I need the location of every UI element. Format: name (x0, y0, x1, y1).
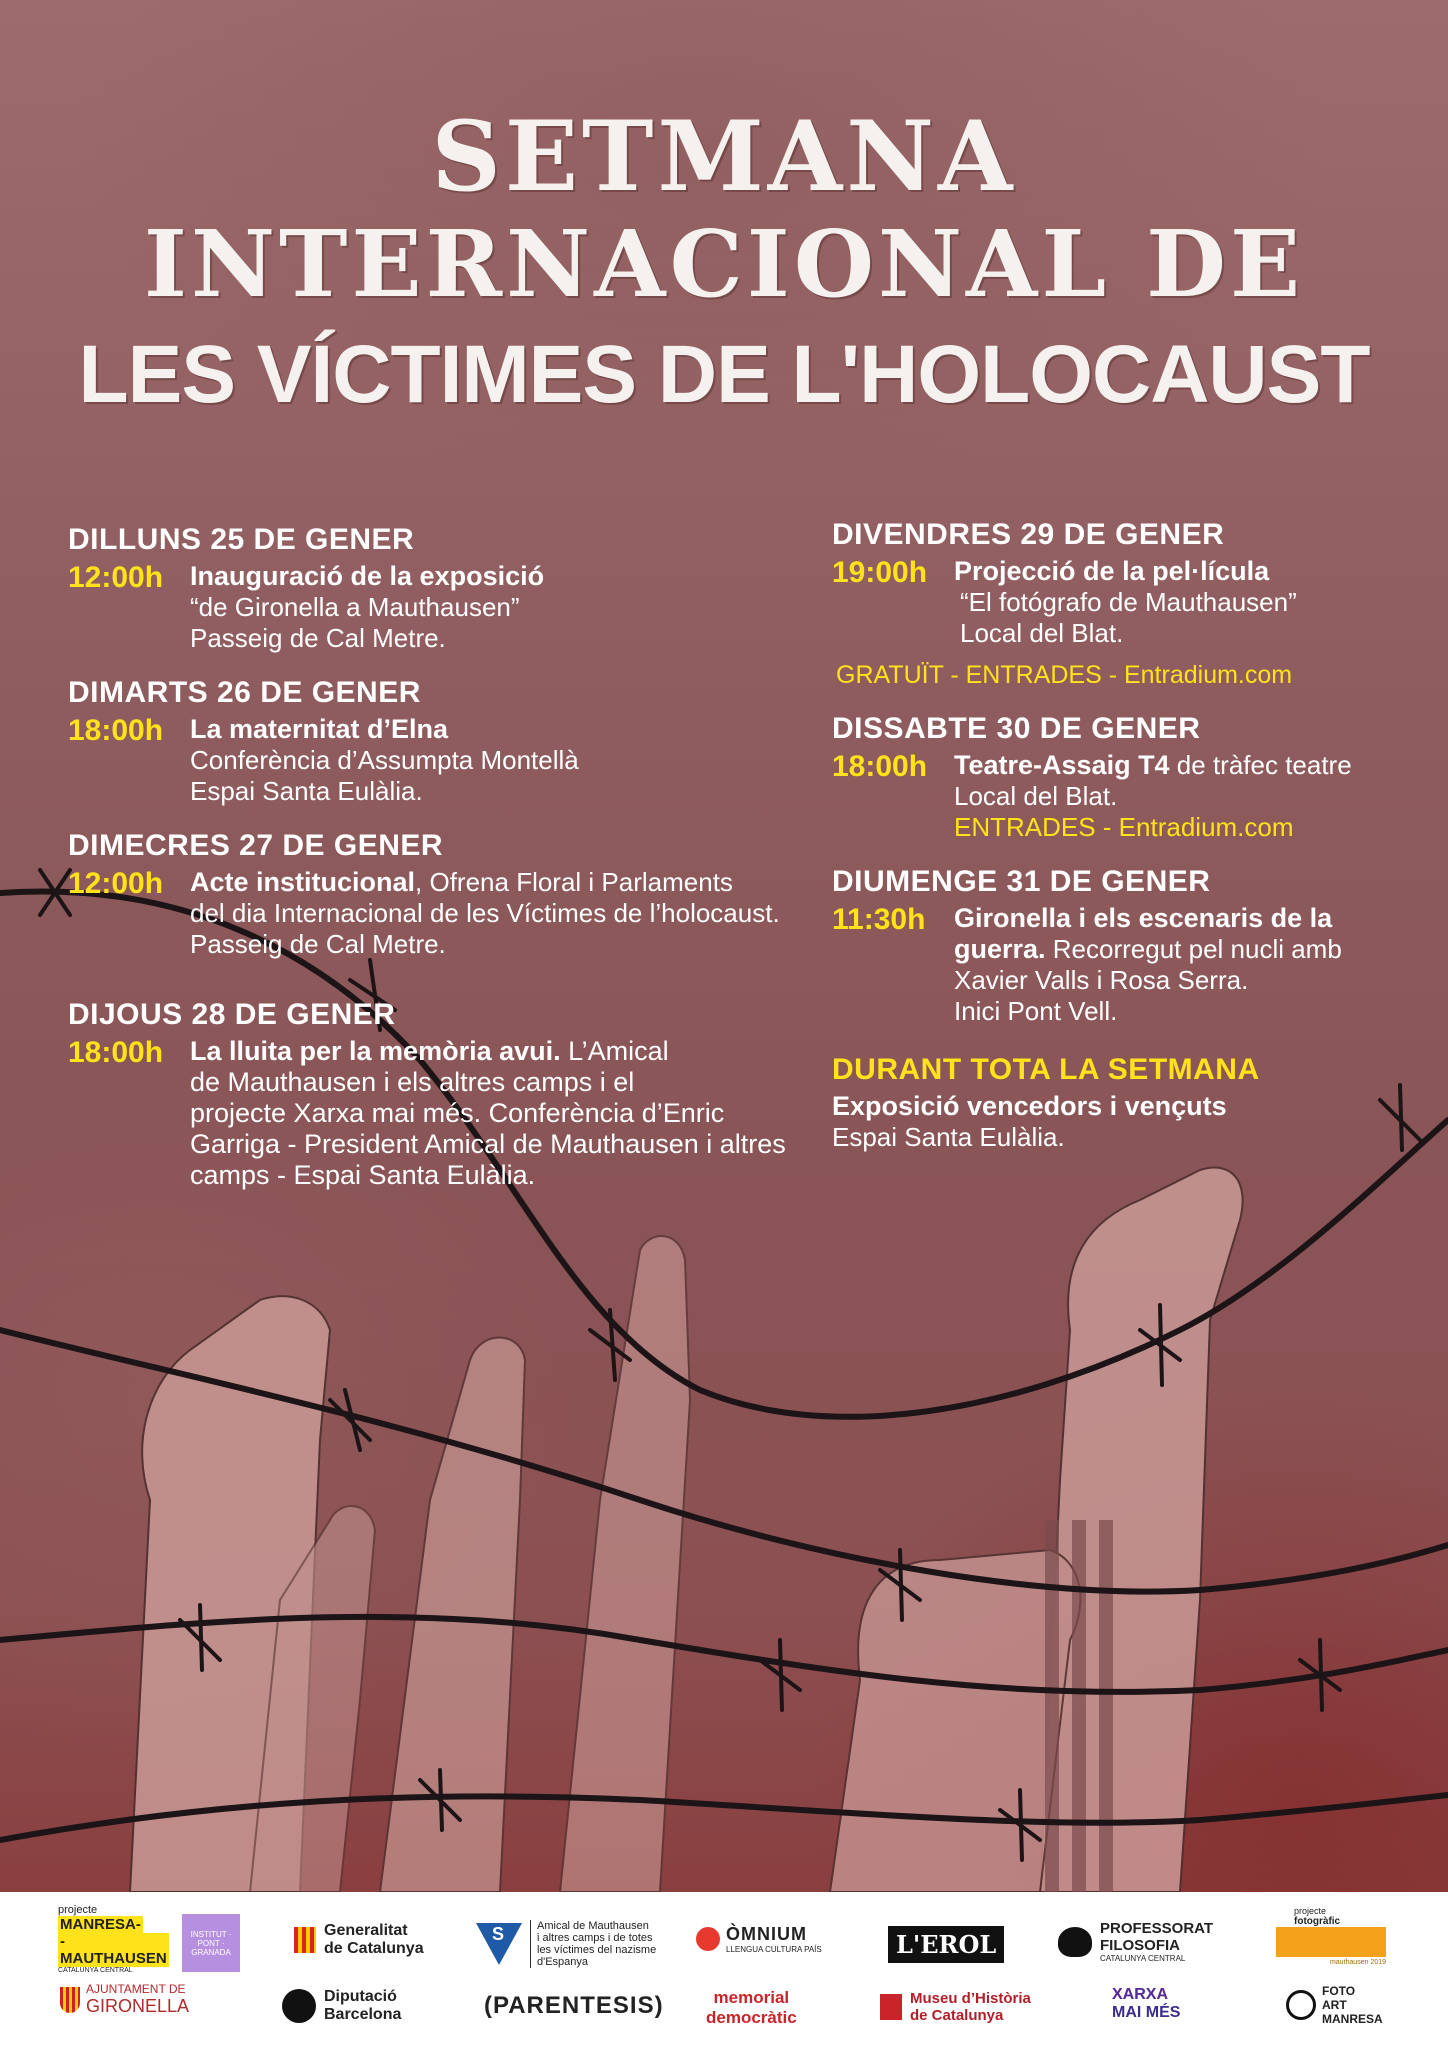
logo-text: projecte (1294, 1906, 1327, 1916)
event-tuesday (68, 676, 788, 807)
event-line: Local del Blat. (960, 618, 1124, 648)
event-line: Inici Pont Vell. (954, 996, 1118, 1026)
logo-text: projecte (58, 1904, 98, 1916)
event-time: 12:00h (68, 867, 164, 900)
logo-text: Diputació (324, 1988, 397, 2005)
event-time: 12:00h (68, 561, 164, 594)
ticket-info: ENTRADES - Entradium.com (954, 812, 1294, 842)
logo-text: mauthausen 2019 (1329, 1959, 1386, 1966)
logo-text: MANRESA- (60, 1916, 141, 1933)
logo-text: les víctimes del nazisme (537, 1944, 657, 1956)
logo-text: ART (1322, 1998, 1347, 2012)
event-time: 18:00h (68, 1036, 164, 1069)
logo-text: S (492, 1924, 505, 1944)
logo-text: FOTO (1322, 1984, 1356, 1998)
logo-text: Amical de Mauthausen (537, 1920, 649, 1932)
all-week-block (832, 1053, 1422, 1153)
event-friday (832, 518, 1422, 690)
event-title: La maternitat d’Elna (190, 714, 449, 744)
senyera-icon (294, 1927, 316, 1953)
parentesis-logo (484, 1992, 664, 2020)
bracket-left-icon: ( (484, 1992, 493, 2019)
logo-text: PROFESSORAT (1100, 1920, 1214, 1937)
diputacio-circle-icon (282, 1989, 316, 2023)
generalitat-logo (294, 1922, 424, 1958)
event-wednesday (68, 829, 788, 960)
event-line: Conferència d’Assumpta Montellà (190, 745, 579, 775)
logo-text: democràtic (706, 2008, 797, 2027)
day-heading: DIMARTS 26 DE GENER (68, 676, 421, 709)
day-heading: DISSABTE 30 DE GENER (832, 712, 1201, 745)
title-line-1: SETMANA (431, 100, 1017, 213)
logo-text: MAI MÉS (1112, 2004, 1181, 2021)
event-line: projecte Xarxa mai més. Conferència d’Enric (190, 1098, 725, 1128)
event-line: camps - Espai Santa Eulàlia. (190, 1160, 536, 1190)
xarxa-mai-mes-logo (1112, 1986, 1180, 2022)
logo-text: MANRESA (1322, 2012, 1383, 2026)
logo-text: de Catalunya (324, 1940, 424, 1957)
event-time: 11:30h (832, 903, 926, 936)
logo-text: XARXA (1112, 1986, 1169, 2003)
amical-mauthausen-logo (476, 1920, 656, 1968)
event-title: La lluita per la memòria avui. (190, 1036, 561, 1066)
museu-icon (880, 1994, 902, 2020)
foto-art-manresa-logo (1286, 1984, 1383, 2026)
event-title: Gironella i els escenaris de la (954, 903, 1333, 933)
event-line: del dia Internacional de les Víctimes de l’holocaust. (190, 898, 780, 928)
all-week-place: Espai Santa Eulàlia. (832, 1122, 1065, 1152)
event-time: 18:00h (832, 750, 928, 783)
event-line: Espai Santa Eulàlia. (190, 776, 423, 806)
left-schedule-column (68, 523, 788, 1213)
day-heading: DIUMENGE 31 DE GENER (832, 865, 1211, 898)
all-week-title: Exposició vencedors i vençuts (832, 1091, 1227, 1121)
logo-text: GIRONELLA (86, 1996, 190, 2016)
event-line: “El fotógrafo de Mauthausen” (960, 587, 1297, 617)
museu-historia-logo (880, 1990, 1031, 2024)
logo-text: LLENGUA CULTURA PAÍS (726, 1945, 822, 1954)
event-thursday (68, 998, 788, 1191)
logo-text: d'Espanya (537, 1956, 589, 1968)
logo-text: ÒMNIUM (726, 1924, 807, 1944)
day-heading: DIMECRES 27 DE GENER (68, 829, 444, 862)
logo-text: PARENTESIS (493, 1992, 655, 2019)
diputacio-barcelona-logo (282, 1988, 401, 2024)
event-line: Xavier Valls i Rosa Serra. (954, 965, 1249, 995)
event-line: Passeig de Cal Metre. (190, 623, 446, 653)
omnium-logo (696, 1924, 822, 1954)
logo-text: CATALUNYA CENTRAL (58, 1967, 133, 1974)
shield-icon (60, 1987, 80, 2013)
event-line: Local del Blat. (954, 781, 1118, 811)
logo-text: i altres camps i de totes (537, 1932, 653, 1944)
projecte-fotografic-logo (1276, 1906, 1386, 1966)
ticket-info: GRATUÏT - ENTRADES - Entradium.com (836, 661, 1293, 689)
logo-text: -MAUTHAUSEN (60, 1933, 167, 1967)
memorial-democratic-logo (706, 1988, 797, 2028)
all-week-heading: DURANT TOTA LA SETMANA (832, 1053, 1260, 1086)
logo-text: CATALUNYA CENTRAL (1100, 1954, 1186, 1963)
logo-text: Generalitat (324, 1922, 408, 1939)
logo-text: INSTITUT · PONT · GRANADA (190, 1929, 232, 1957)
logo-text: Museu d’Història (910, 1990, 1031, 2007)
event-title: Inauguració de la exposició (190, 561, 545, 591)
event-time: 18:00h (68, 714, 164, 747)
event-sunday (832, 865, 1422, 1027)
event-title-rest: , Ofrena Floral i Parlaments (415, 867, 733, 897)
event-title-rest: de tràfec teatre (1169, 750, 1352, 780)
logo-text: L'EROL (896, 1930, 997, 1959)
event-line: “de Gironella a Mauthausen” (190, 592, 520, 622)
event-monday (68, 523, 788, 654)
logo-text: Barcelona (324, 2006, 402, 2023)
event-title: Acte institucional (190, 867, 416, 897)
day-heading: DIVENDRES 29 DE GENER (832, 518, 1225, 551)
event-time: 19:00h (832, 556, 928, 589)
event-title: Projecció de la pel·lícula (954, 556, 1270, 586)
logo-text: de Catalunya (910, 2007, 1004, 2024)
event-title: Teatre-Assaig T4 (954, 750, 1170, 780)
sponsor-logos-footer (0, 1892, 1448, 2048)
event-line: Garriga - President Amical de Mauthausen i altres (190, 1129, 786, 1159)
camera-icon (1286, 1990, 1316, 2020)
event-line: Passeig de Cal Metre. (190, 929, 446, 959)
title-line-2: INTERNACIONAL DE (143, 210, 1305, 318)
bracket-right-icon: ) (654, 1992, 664, 2019)
manresa-mauthausen-logo (58, 1904, 168, 1974)
owl-icon (1058, 1927, 1092, 1957)
event-title-2: guerra. (954, 934, 1046, 964)
right-schedule-column (832, 518, 1422, 1153)
logo-text: AJUNTAMENT DE (86, 1982, 186, 1996)
event-line: de Mauthausen i els altres camps i el (190, 1067, 635, 1097)
lerol-logo (888, 1926, 1004, 1963)
event-title-rest: Recorregut pel nucli amb (1045, 934, 1342, 964)
logo-text: fotogràfic (1294, 1916, 1341, 1927)
event-title-rest: L’Amical (560, 1036, 669, 1066)
day-heading: DILLUNS 25 DE GENER (68, 523, 415, 556)
omnium-circle-icon (696, 1927, 720, 1951)
logo-text: FILOSOFIA (1100, 1937, 1180, 1954)
title-line-3: LES VÍCTIMES DE L'HOLOCAUST (78, 329, 1370, 420)
professorat-filosofia-logo (1058, 1920, 1213, 1963)
logo-text: memorial (713, 1988, 790, 2007)
day-heading: DIJOUS 28 DE GENER (68, 998, 396, 1031)
event-saturday (832, 712, 1422, 843)
institut-logo (182, 1914, 240, 1972)
ajuntament-gironella-logo (60, 1982, 189, 2017)
